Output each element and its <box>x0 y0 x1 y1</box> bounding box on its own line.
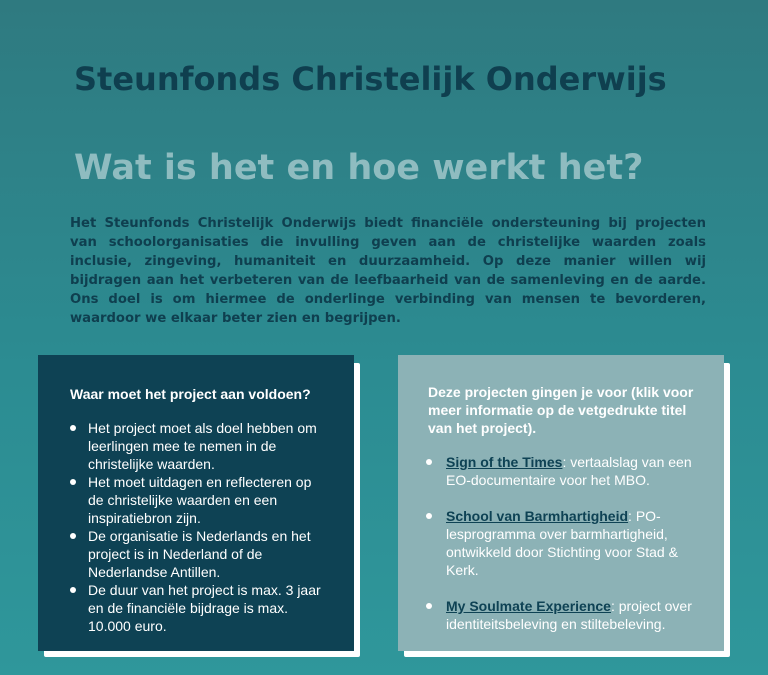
requirement-item: Het moet uitdagen en reflecteren op de christelijke waarden en een inspiratiebron zijn. <box>70 473 330 527</box>
project-link-my-soulmate-experience[interactable]: My Soulmate Experience <box>446 598 611 614</box>
projects-list <box>424 453 712 633</box>
projects-title: Deze projecten gingen je voor (klik voor meer informatie op de vetgedrukte titel van het project). <box>428 384 694 436</box>
project-item <box>424 507 712 579</box>
requirements-card <box>38 355 354 651</box>
requirement-item: De duur van het project is max. 3 jaar en de financiële bijdrage is max. 10.000 euro. <box>70 581 330 635</box>
project-link-school-van-barmhartigheid[interactable]: School van Barmhartigheid <box>446 508 629 524</box>
project-item <box>424 597 712 633</box>
requirement-item: Het project moet als doel hebben om leerlingen mee te nemen in de christelijke waarden. <box>70 419 330 473</box>
project-description: : PO-lesprogramma over barmhartigheid, ontwikkeld door Stichting voor Stad & Kerk. <box>446 508 678 578</box>
projects-card <box>398 355 724 651</box>
project-item <box>424 453 712 489</box>
intro-paragraph: Het Steunfonds Christelijk Onderwijs biedt financiële ondersteuning bij projecten van schoolorganisaties die invulling geven aan de christelijke waarden zoals inclusie, zingeving, humaniteit en duurzaamheid. Op deze manier willen wij bijdragen aan het verbeteren van de leefbaarheid van de samenleving en de aarde. Ons doel is om hiermee de onderlinge verbinding van mensen te bevorderen, waardoor we elkaar beter zien en begrijpen. <box>70 216 706 326</box>
project-description: : project over identiteitsbeleving en stiltebeleving. <box>446 598 692 632</box>
page-title: Steunfonds Christelijk Onderwijs <box>74 60 667 98</box>
project-description: : vertaalslag van een EO-documentaire voor het MBO. <box>446 454 692 488</box>
requirements-list <box>70 419 330 635</box>
page-subtitle: Wat is het en hoe werkt het? <box>74 148 644 188</box>
project-link-sign-of-the-times[interactable]: Sign of the Times <box>446 454 563 470</box>
requirement-item: De organisatie is Nederlands en het project is in Nederland of de Nederlandse Antillen. <box>70 527 330 581</box>
requirements-title: Waar moet het project aan voldoen? <box>70 386 311 402</box>
